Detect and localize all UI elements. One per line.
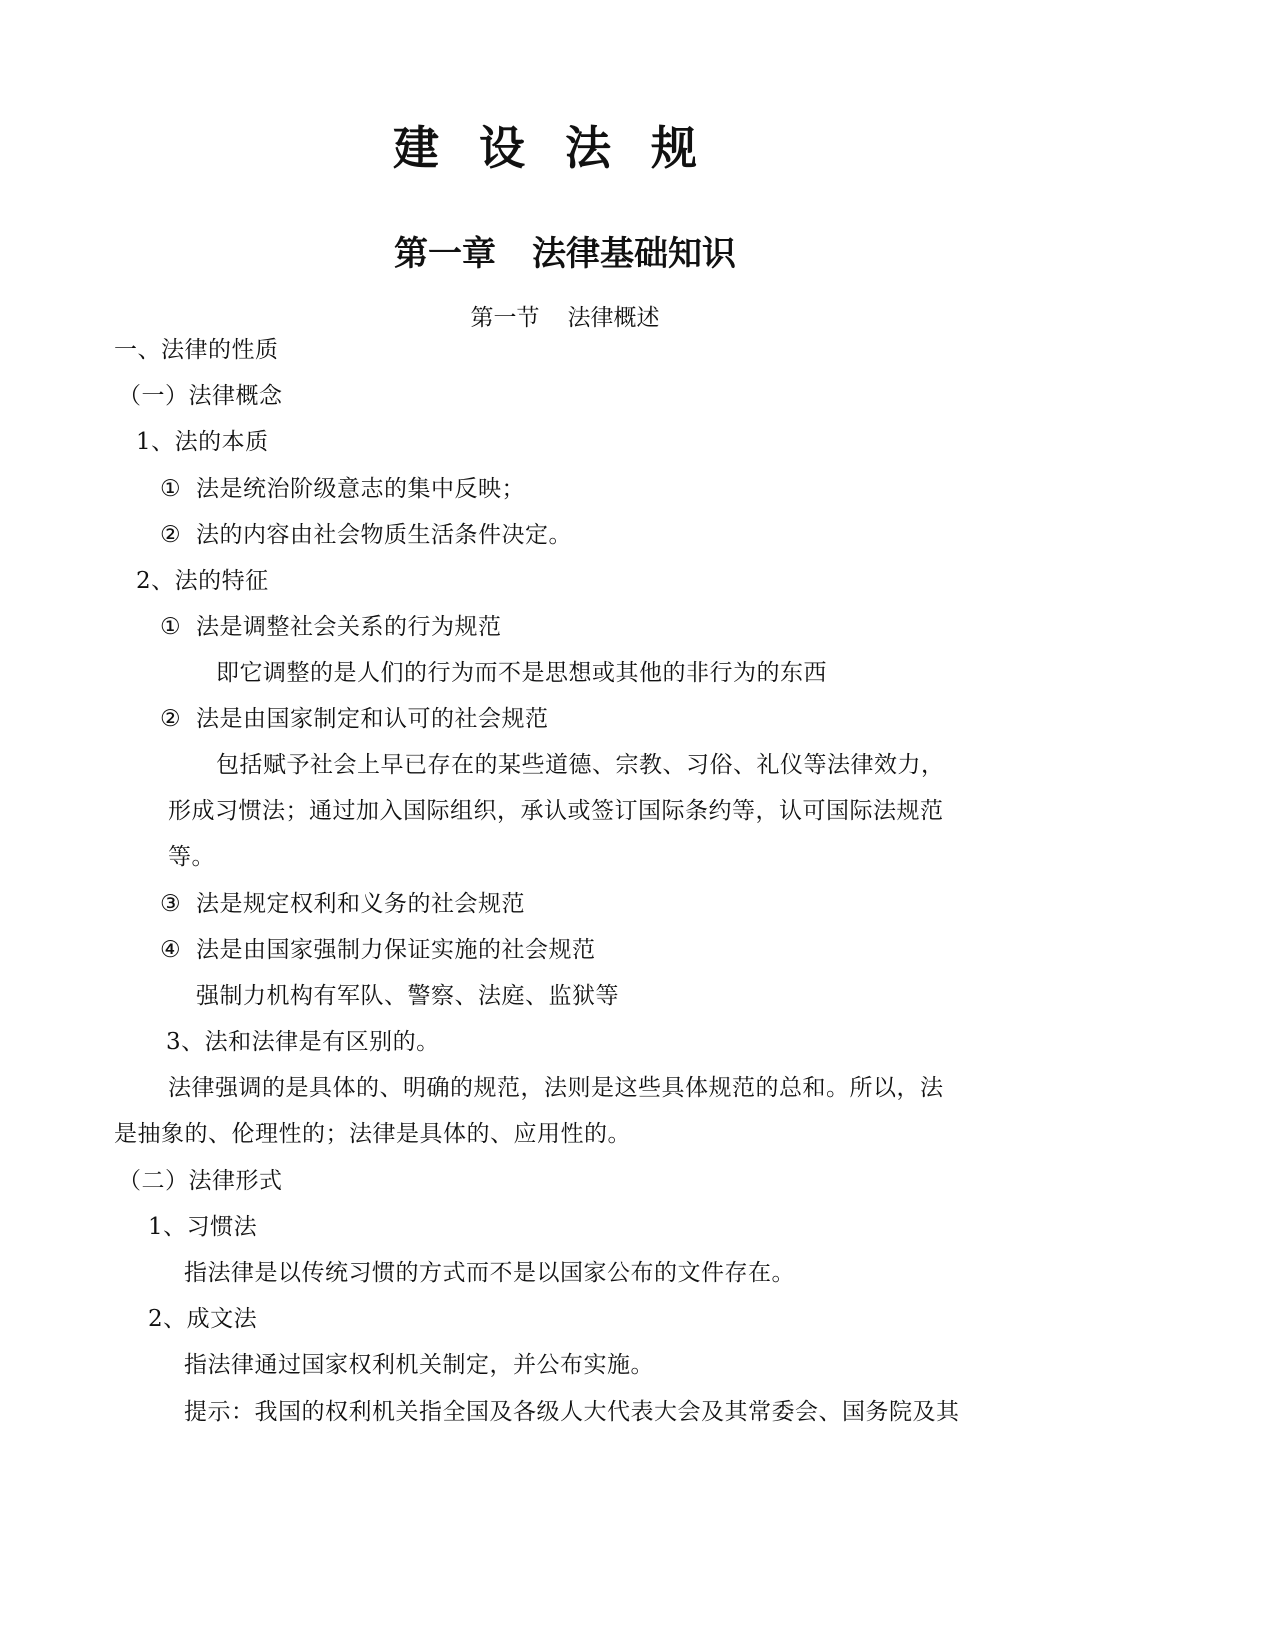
list-item-text: 法是统治阶级意志的集中反映； — [196, 476, 525, 502]
heading-law-features: 2、法的特征 — [136, 568, 269, 594]
list-marker: ② — [160, 706, 182, 732]
heading-customary-law: 1、习惯法 — [148, 1214, 258, 1240]
list-item — [160, 704, 549, 734]
chapter-number: 第一章 — [394, 234, 496, 274]
heading-law-essence: 1、法的本质 — [136, 429, 269, 455]
list-item — [160, 935, 596, 965]
list-item-text: 法是规定权利和义务的社会规范 — [196, 891, 525, 917]
note-text: 强制力机构有军队、警察、法庭、监狱等 — [196, 983, 619, 1009]
paragraph-text: 法律强调的是具体的、明确的规范，法则是这些具体规范的总和。所以，法 — [168, 1075, 944, 1101]
note-text: 等。 — [168, 844, 215, 870]
list-marker: ① — [160, 614, 182, 640]
list-item-text: 法是由国家强制力保证实施的社会规范 — [196, 937, 596, 963]
heading-level-1: 一、法律的性质 — [114, 337, 279, 363]
note-text: 即它调整的是人们的行为而不是思想或其他的非行为的东西 — [216, 660, 827, 686]
tip-text: 提示：我国的权利机关指全国及各级人大代表大会及其常委会、国务院及其 — [184, 1399, 960, 1425]
list-item — [160, 889, 525, 919]
list-marker: ④ — [160, 937, 182, 963]
main-title: 建设法规 — [393, 121, 737, 175]
section-number: 第一节 — [470, 305, 540, 331]
list-item-text: 法的内容由社会物质生活条件决定。 — [196, 522, 572, 548]
list-item — [160, 520, 572, 550]
list-item-text: 法是由国家制定和认可的社会规范 — [196, 706, 549, 732]
list-item — [160, 612, 502, 642]
list-item — [160, 474, 525, 504]
heading-law-difference: 3、法和法律是有区别的。 — [166, 1029, 440, 1055]
paragraph-text: 指法律是以传统习惯的方式而不是以国家公布的文件存在。 — [184, 1260, 795, 1286]
list-marker: ① — [160, 476, 182, 502]
heading-law-forms: （二）法律形式 — [118, 1168, 283, 1194]
list-marker: ② — [160, 522, 182, 548]
section-name: 法律概述 — [567, 305, 660, 331]
chapter-title — [0, 232, 1130, 276]
paragraph-text: 是抽象的、伦理性的；法律是具体的、应用性的。 — [114, 1121, 631, 1147]
heading-statute-law: 2、成文法 — [148, 1306, 258, 1332]
paragraph-text: 指法律通过国家权利机关制定，并公布实施。 — [184, 1352, 654, 1378]
list-marker: ③ — [160, 891, 182, 917]
note-text: 形成习惯法；通过加入国际组织，承认或签订国际条约等，认可国际法规范 — [168, 798, 944, 824]
list-item-text: 法是调整社会关系的行为规范 — [196, 614, 502, 640]
heading-law-concept: （一）法律概念 — [118, 383, 283, 409]
note-text: 包括赋予社会上早已存在的某些道德、宗教、习俗、礼仪等法律效力， — [216, 752, 945, 778]
chapter-name: 法律基础知识 — [532, 234, 736, 274]
section-title — [0, 303, 1130, 333]
